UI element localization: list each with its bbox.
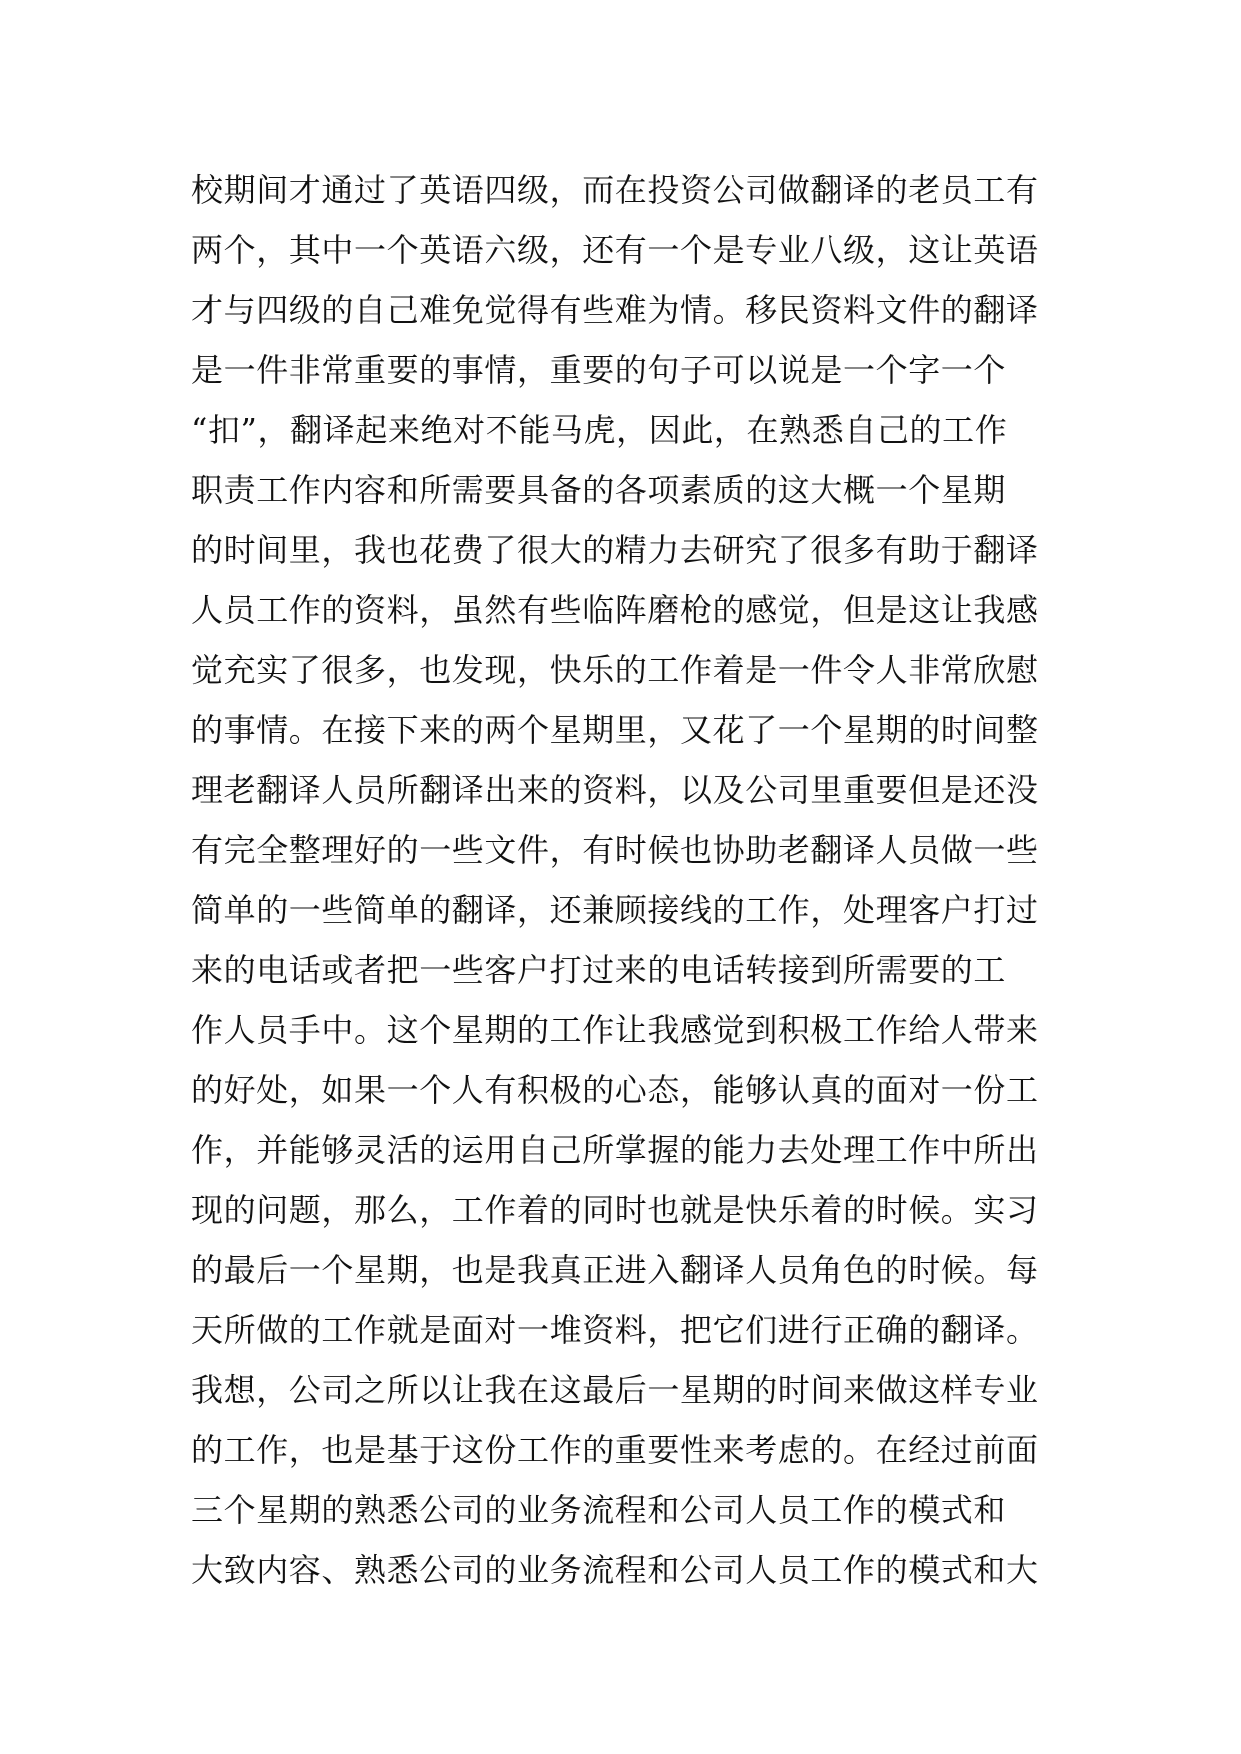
text-line: 人员工作的资料，虽然有些临阵磨枪的感觉，但是这让我感 xyxy=(191,591,1039,629)
text-line: 职责工作内容和所需要具备的各项素质的这大概一个星期 xyxy=(191,471,1007,509)
text-line: 简单的一些简单的翻译，还兼顾接线的工作，处理客户打过 xyxy=(191,891,1039,929)
text-line: 的好处，如果一个人有积极的心态，能够认真的面对一份工 xyxy=(191,1071,1039,1109)
text-line: 两个，其中一个英语六级，还有一个是专业八级，这让英语 xyxy=(191,231,1039,269)
text-line: 我想，公司之所以让我在这最后一星期的时间来做这样专业 xyxy=(191,1371,1039,1409)
text-line: 觉充实了很多，也发现，快乐的工作着是一件令人非常欣慰 xyxy=(191,651,1039,689)
text-line: 天所做的工作就是面对一堆资料，把它们进行正确的翻译。 xyxy=(191,1311,1039,1349)
text-line: 三个星期的熟悉公司的业务流程和公司人员工作的模式和 xyxy=(191,1491,1007,1529)
text-line: 的事情。在接下来的两个星期里，又花了一个星期的时间整 xyxy=(191,711,1039,749)
body-paragraph xyxy=(191,160,1061,1600)
text-line: 大致内容、熟悉公司的业务流程和公司人员工作的模式和大 xyxy=(191,1551,1039,1589)
text-line: 是一件非常重要的事情，重要的句子可以说是一个字一个 xyxy=(191,351,1007,389)
text-line: 校期间才通过了英语四级，而在投资公司做翻译的老员工有 xyxy=(191,171,1039,209)
text-line: 的时间里，我也花费了很大的精力去研究了很多有助于翻译 xyxy=(191,531,1039,569)
text-line: “扣”，翻译起来绝对不能马虎，因此，在熟悉自己的工作 xyxy=(191,411,1008,449)
text-line: 才与四级的自己难免觉得有些难为情。移民资料文件的翻译 xyxy=(191,291,1039,329)
text-line: 的最后一个星期，也是我真正进入翻译人员角色的时候。每 xyxy=(191,1251,1039,1289)
text-line: 现的问题，那么，工作着的同时也就是快乐着的时候。实习 xyxy=(191,1191,1039,1229)
text-line: 作人员手中。这个星期的工作让我感觉到积极工作给人带来 xyxy=(191,1011,1039,1049)
text-line: 的工作，也是基于这份工作的重要性来考虑的。在经过前面 xyxy=(191,1431,1039,1469)
text-line: 来的电话或者把一些客户打过来的电话转接到所需要的工 xyxy=(191,951,1007,989)
text-line: 理老翻译人员所翻译出来的资料，以及公司里重要但是还没 xyxy=(191,771,1039,809)
text-line: 作，并能够灵活的运用自己所掌握的能力去处理工作中所出 xyxy=(191,1131,1039,1169)
text-line: 有完全整理好的一些文件，有时候也协助老翻译人员做一些 xyxy=(191,831,1039,869)
